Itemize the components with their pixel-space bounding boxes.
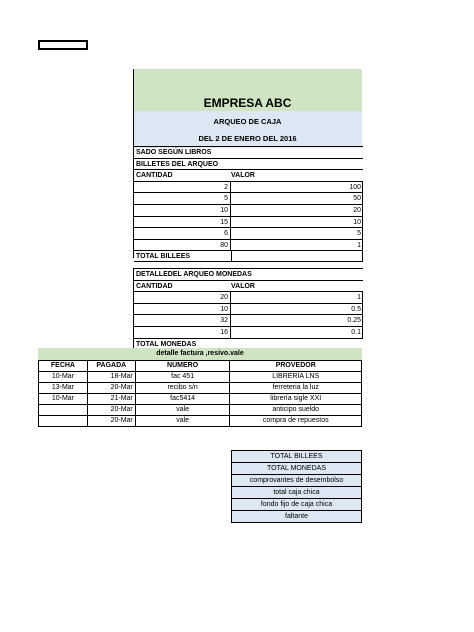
summary-total-caja-chica: total caja chica — [232, 487, 362, 499]
monedas-col-cantidad: CANTIDAD — [136, 282, 173, 290]
billetes-cantidad: 5 — [134, 193, 231, 204]
summary-faltante: faltante — [232, 511, 362, 523]
monedas-row — [134, 326, 363, 338]
cell-numero: fac 451 — [135, 372, 230, 383]
billetes-row — [134, 204, 363, 216]
billetes-col-valor: VALOR — [231, 172, 255, 180]
col-proveedor: PROVEDOR — [230, 361, 362, 372]
col-fecha: FECHA — [39, 361, 88, 372]
cell-divider — [231, 251, 232, 261]
cell-fecha — [39, 416, 88, 427]
billetes-valor: 100 — [231, 182, 363, 193]
cell-pagada: 21-Mar — [87, 394, 135, 405]
billetes-row — [134, 239, 363, 251]
monedas-cantidad: 10 — [134, 304, 231, 315]
billetes-section-row — [134, 158, 363, 170]
col-pagada: PAGADA — [87, 361, 135, 372]
cell-proveedor: anticipo sueldo — [230, 405, 362, 416]
monedas-total-label: TOTAL MONEDAS — [136, 340, 197, 348]
summary-fondo-fijo: fondo fijo de caja chica — [232, 499, 362, 511]
cell-numero: vale — [135, 405, 230, 416]
billetes-total-row — [134, 250, 363, 262]
billetes-header-row — [134, 169, 363, 181]
billetes-row — [134, 227, 363, 239]
monedas-section-row — [134, 268, 363, 280]
invoice-header-row — [39, 361, 362, 372]
cell-proveedor: ferreteria la luz — [230, 383, 362, 394]
billetes-section-label: BILLETES DEL ARQUEO — [136, 160, 219, 168]
cell-numero: recibo s/n — [135, 383, 230, 394]
top-left-box — [38, 40, 88, 50]
cell-pagada: 20-Mar — [87, 405, 135, 416]
cell-proveedor: LIBRERÍA LNS — [230, 372, 362, 383]
billetes-row — [134, 192, 363, 204]
invoice-table — [38, 360, 362, 427]
cell-proveedor: librería sigle XXI — [230, 394, 362, 405]
cell-pagada: 18-Mar — [87, 372, 135, 383]
billetes-cantidad: 6 — [134, 228, 231, 239]
col-numero: NUMERO — [135, 361, 230, 372]
billetes-valor: 20 — [231, 205, 363, 216]
summary-total-monedas: TOTAL MONEDAS — [232, 463, 362, 475]
summary-total-billetes: TOTAL BILLEES — [232, 451, 362, 463]
cell-fecha: 13-Mar — [39, 383, 88, 394]
table-row — [39, 372, 362, 383]
billetes-valor: 50 — [231, 193, 363, 204]
invoice-table-title: detalle factura ,resivo.vale — [38, 348, 362, 360]
cell-pagada: 20-Mar — [87, 383, 135, 394]
summary-table — [231, 450, 362, 523]
billetes-cantidad: 80 — [134, 240, 231, 251]
monedas-row — [134, 291, 363, 303]
table-row — [39, 416, 362, 427]
monedas-section-label: DETALLEDEL ARQUEO MONEDAS — [136, 271, 252, 278]
billetes-section — [133, 146, 362, 261]
billetes-valor: 10 — [231, 217, 363, 228]
monedas-cantidad: 16 — [134, 327, 231, 338]
monedas-valor: 0.1 — [231, 327, 363, 338]
billetes-row — [134, 216, 363, 228]
monedas-valor: 1 — [231, 292, 363, 303]
cell-numero: vale — [135, 416, 230, 427]
table-row — [39, 383, 362, 394]
cell-proveedor: compra de repuestos — [230, 416, 362, 427]
report-date: DEL 2 DE ENERO DEL 2016 — [198, 134, 297, 143]
report-title: ARQUEO DE CAJA — [213, 117, 282, 126]
cell-fecha — [39, 405, 88, 416]
cell-fecha: 10-Mar — [39, 394, 88, 405]
cell-pagada: 20-Mar — [87, 416, 135, 427]
monedas-cantidad: 20 — [134, 292, 231, 303]
table-row — [39, 394, 362, 405]
billetes-row — [134, 181, 363, 193]
monedas-header-row — [134, 280, 363, 292]
cell-numero: fac5414 — [135, 394, 230, 405]
monedas-cantidad: 32 — [134, 315, 231, 326]
table-row — [39, 405, 362, 416]
billetes-valor: 1 — [231, 240, 363, 251]
company-name: EMPRESA ABC — [203, 96, 292, 110]
billetes-total-label: TOTAL BILLEES — [136, 253, 191, 261]
monedas-row — [134, 303, 363, 315]
billetes-col-cantidad: CANTIDAD — [136, 172, 173, 180]
saldo-label: SADO SEGÚN LIBROS — [136, 149, 212, 156]
monedas-valor: 0.5 — [231, 304, 363, 315]
billetes-cantidad: 15 — [134, 217, 231, 228]
summary-comprobantes: comprovantes de desembolso — [232, 475, 362, 487]
monedas-valor: 0.25 — [231, 315, 363, 326]
billetes-cantidad: 2 — [134, 182, 231, 193]
monedas-row — [134, 314, 363, 326]
cell-fecha: 10-Mar — [39, 372, 88, 383]
saldo-row — [134, 146, 363, 158]
monedas-section — [133, 268, 362, 349]
billetes-valor: 5 — [231, 228, 363, 239]
billetes-cantidad: 10 — [134, 205, 231, 216]
monedas-col-valor: VALOR — [231, 282, 255, 290]
